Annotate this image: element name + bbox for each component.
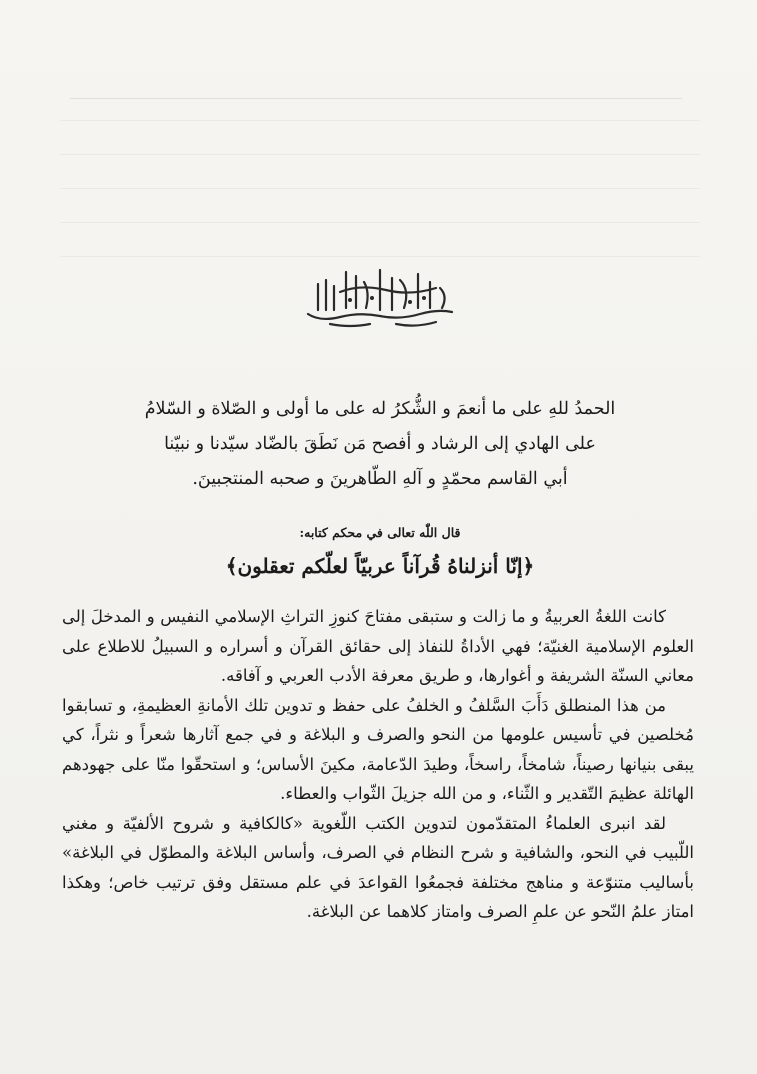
opening-line-3: أبي القاسم محمّدٍ و آلهِ الطّاهرينَ و صحبه المنتجبينَ.: [192, 469, 568, 489]
paragraph-2: من هذا المنطلق دَأَبَ السَّلفُ و الخلفُ على حفظ و تدوين تلك الأمانةِ العظيمةِ، و تسابقوا مُخلصين في تأسيس علومها من النحو والصرف و البلاغة و في جمع آثارها شعراً و نثراً، كي يبقى بنيانها رصيناً، شامخاً، راسخاً، وطيدَ الدّعامة، مكينَ الأساس؛ و استحقّوا منّا على جهودهم الهائلة عظيمَ التّقدير و الثّناء، و من الله جزيلَ الثّواب والعطاء.: [62, 695, 694, 803]
quote-intro: قال اللّٰه تعالى في محكم كتابه:: [299, 525, 461, 540]
bleed-through-header: [70, 58, 682, 99]
basmala-calligraphy-icon: [300, 262, 460, 332]
paragraph-3: لقد انبرى العلماءُ المتقدّمون لتدوين الكتب اللّغوية «كالكافية و شروح الألفيّة و مغني اللّبيب في النحو، والشافية و شرح النظام في الصرف، وأساس البلاغة والمطوّل في البلاغة» بأساليب متنوّعة و مناهج مختلفة فجمعُوا القواعدَ في علم مستقل وفق ترتيب خاص؛ وهكذا امتاز علمُ النّحو عن علمِ الصرف وامتاز كلاهما عن البلاغة.: [62, 813, 694, 921]
opening-line-1: الحمدُ للهِ على ما أنعمَ و الشُّكرُ له على ما أولى و الصّلاة و السّلامُ: [144, 399, 616, 419]
opening-praise: [80, 392, 680, 497]
body-text: [62, 602, 694, 927]
opening-line-2: على الهادي إلى الرشاد و أفصح مَن نَطَقَ بالضّاد سيّدنا و نبيّنا: [164, 434, 596, 454]
paragraph-1: كانت اللغةُ العربيةُ و ما زالت و ستبقى مفتاحَ كنوزِ التراثِ الإسلامي النفيس و المدخلَ إلى العلوم الإسلامية الغنيّة؛ فهي الأداةُ للنفاذ إلى حقائق القرآن و أسراره و السبيلُ للاطلاع على معاني السنّة الشريفة و أغوارها، و طريق معرفة الأدب العربي و آفاقه.: [62, 607, 694, 685]
quranic-verse: ﴿إنّا أنزلناهُ قُرآناً عربيّاً لعلّكم تعقلون﴾: [225, 554, 535, 578]
